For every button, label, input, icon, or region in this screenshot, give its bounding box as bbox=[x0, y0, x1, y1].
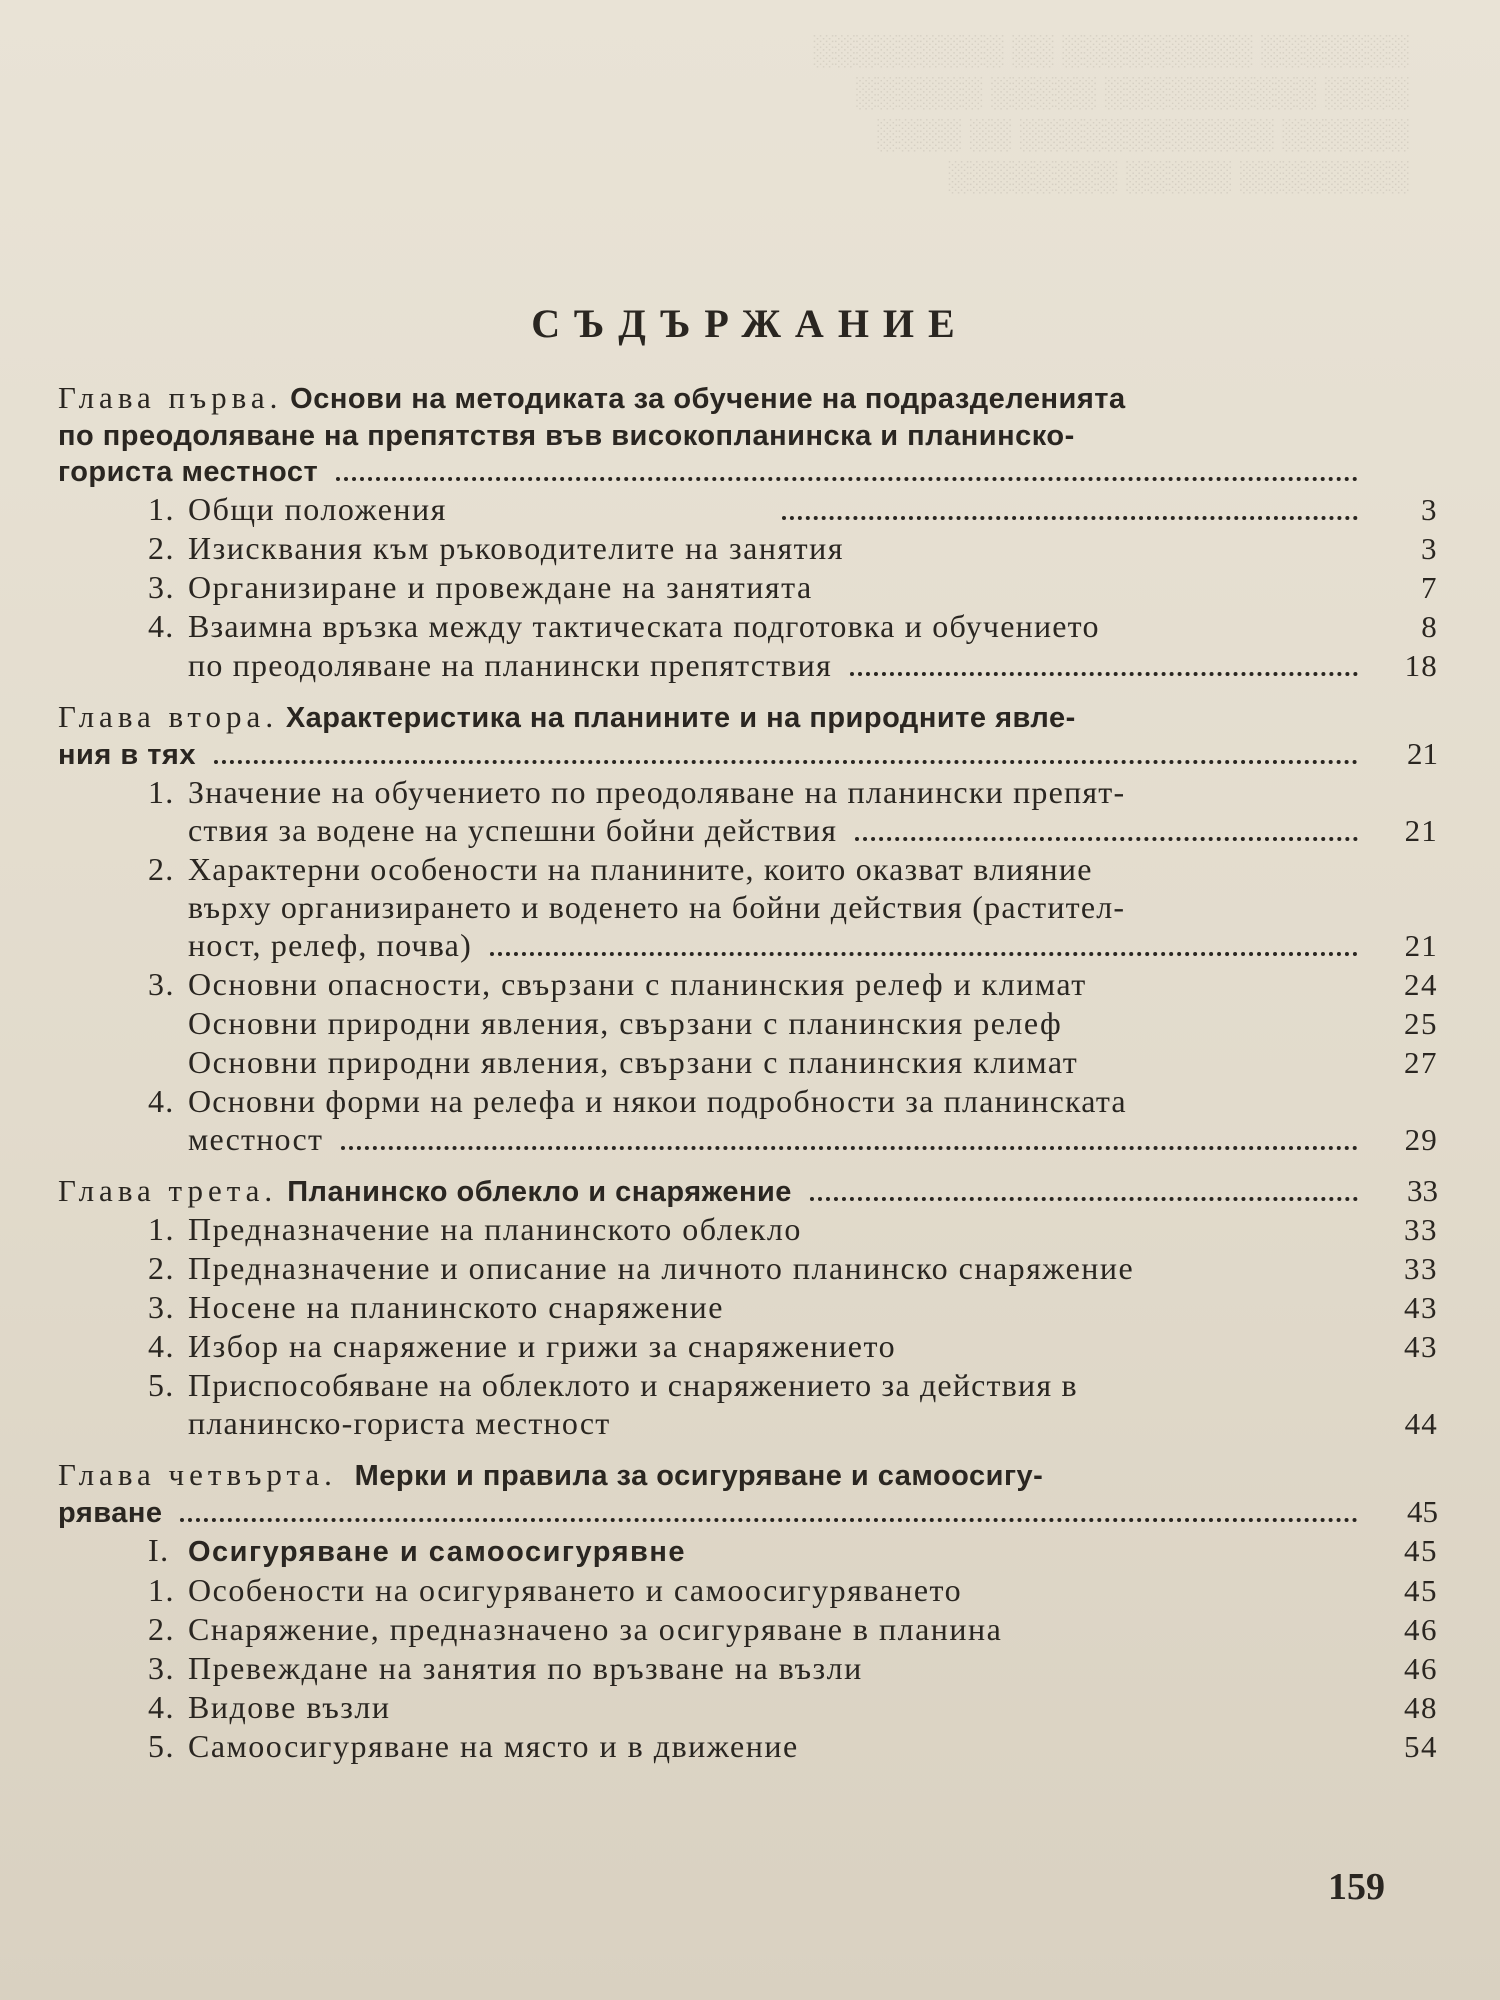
section-number: I. bbox=[148, 1532, 170, 1568]
page-ref: 25 bbox=[1404, 1006, 1438, 1041]
page-ref: 8 bbox=[1421, 609, 1438, 644]
page-ref: 54 bbox=[1404, 1729, 1438, 1764]
chapter-heading-line bbox=[58, 454, 1438, 490]
entry-text: Приспособяване на облеклото и снаряжението за действия в bbox=[188, 1367, 1078, 1403]
chapter-4 bbox=[58, 1457, 1438, 1766]
leader-dots bbox=[214, 759, 1358, 764]
leader-dots bbox=[490, 951, 1358, 956]
entry-number: 4. bbox=[148, 1328, 175, 1364]
entry-text-continued: местност bbox=[188, 1121, 324, 1157]
toc-entry bbox=[148, 529, 1438, 568]
chapter-heading-line bbox=[58, 699, 1438, 736]
toc-entry bbox=[148, 1082, 1438, 1159]
entry-number: 2. bbox=[148, 530, 175, 566]
entry-text: Изисквания към ръководителите на занятия bbox=[188, 530, 844, 566]
entry-number: 5. bbox=[148, 1367, 175, 1403]
entry-number: 1. bbox=[148, 1572, 175, 1608]
toc-section bbox=[148, 1531, 1438, 1571]
toc-entry bbox=[148, 1649, 1438, 1688]
entry-number: 3. bbox=[148, 966, 175, 1002]
section-title: Осигуряване и самоосигурявне bbox=[188, 1536, 686, 1568]
toc-entry bbox=[148, 607, 1438, 685]
page-ref: 3 bbox=[1421, 531, 1438, 566]
entry-number: 3. bbox=[148, 569, 175, 605]
toc-entry bbox=[148, 965, 1438, 1004]
chapter-2 bbox=[58, 699, 1438, 1159]
page-ref: 33 bbox=[1407, 1173, 1438, 1208]
chapter-title: ряване bbox=[58, 1497, 163, 1529]
toc-entry bbox=[148, 568, 1438, 607]
page-ref: 43 bbox=[1404, 1329, 1438, 1364]
chapter-heading-line bbox=[58, 1494, 1438, 1531]
toc-entry bbox=[148, 1610, 1438, 1649]
bleed-through-text: ░░░░░░░ ░░░░░░░░░ ░░ ░░░░░░░░░ ░░░░ ░░░░░░░░░░ ░░░░░ ░░░░░░ ░░░░░░ ░░░░░░░░░░░░ ░░ ░░░░ ░░░░░░░░ ░░░░░ ░░░░░░░░ bbox=[813, 34, 1410, 193]
entry-text: Предназначение и описание на личното планинско снаряжение bbox=[188, 1250, 1135, 1286]
entry-number: 1. bbox=[148, 491, 175, 527]
entry-number: 5. bbox=[148, 1728, 175, 1764]
page-number: 159 bbox=[1328, 1866, 1385, 1908]
entry-text: Общи положения bbox=[188, 491, 447, 527]
page-ref: 43 bbox=[1404, 1290, 1438, 1325]
toc-entry bbox=[148, 1727, 1438, 1766]
entry-text: Основни природни явления, свързани с планинския климат bbox=[188, 1044, 1079, 1080]
page-title: СЪДЪРЖАНИЕ bbox=[531, 301, 969, 346]
chapter-title: Характеристика на планините и на природните явле- bbox=[285, 702, 1076, 734]
page-ref: 21 bbox=[1407, 736, 1438, 771]
entry-number: 3. bbox=[148, 1289, 175, 1325]
leader-dots bbox=[180, 1517, 1358, 1522]
table-of-contents bbox=[58, 380, 1438, 1780]
page-ref: 46 bbox=[1404, 1612, 1438, 1647]
leader-dots bbox=[336, 476, 1358, 481]
entry-text: Взаимна връзка между тактическата подготовка и обучението bbox=[188, 608, 1100, 644]
entry-text: Организиране и провеждане на занятията bbox=[188, 569, 813, 605]
entry-text: Предназначение на планинското облекло bbox=[188, 1211, 802, 1247]
entry-number: 2. bbox=[148, 851, 175, 887]
page-ref: 21 bbox=[1404, 813, 1438, 848]
toc-entry bbox=[148, 490, 1438, 529]
entry-text-continued: планинско-гориста местност bbox=[188, 1405, 611, 1441]
leader-dots bbox=[782, 515, 1358, 520]
chapter-title: Основи на методиката за обучение на подразделенията bbox=[290, 383, 1126, 415]
chapter-heading-line bbox=[58, 1173, 1438, 1210]
toc-subentry bbox=[188, 1043, 1438, 1082]
toc-entry bbox=[148, 1688, 1438, 1727]
entry-text-continued: ствия за водене на успешни бойни действия bbox=[188, 812, 838, 848]
toc-entry bbox=[148, 1327, 1438, 1366]
page-ref: 45 bbox=[1407, 1494, 1438, 1529]
page-ref: 33 bbox=[1404, 1212, 1438, 1247]
chapter-title: гориста местност bbox=[58, 456, 319, 488]
chapter-3 bbox=[58, 1173, 1438, 1443]
page-ref: 21 bbox=[1404, 928, 1438, 963]
page-ref: 46 bbox=[1404, 1651, 1438, 1686]
entry-text-continued: върху организирането и воденето на бойни действия (растител- bbox=[188, 889, 1126, 925]
entry-text: Особености на осигуряването и самоосигуряването bbox=[188, 1572, 963, 1608]
entry-number: 4. bbox=[148, 1083, 175, 1119]
entry-number: 2. bbox=[148, 1611, 175, 1647]
chapter-label: Глава втора. bbox=[58, 699, 279, 734]
entry-text: Превеждане на занятия по връзване на възли bbox=[188, 1650, 863, 1686]
page-ref: 27 bbox=[1404, 1045, 1438, 1080]
page-ref: 45 bbox=[1404, 1573, 1438, 1608]
entry-number: 4. bbox=[148, 1689, 175, 1725]
entry-text: Основни опасности, свързани с планинския релеф и климат bbox=[188, 966, 1087, 1002]
entry-text: Самоосигуряване на място и в движение bbox=[188, 1728, 799, 1764]
entry-text: Основни природни явления, свързани с планинския релеф bbox=[188, 1005, 1063, 1041]
entry-text: Носене на планинското снаряжение bbox=[188, 1289, 724, 1325]
entry-text-continued: по преодоляване на планински препятствия bbox=[188, 647, 832, 683]
entry-text: Значение на обучението по преодоляване на планински препят- bbox=[188, 774, 1126, 810]
page-ref: 48 bbox=[1404, 1690, 1438, 1725]
chapter-title: Мерки и правила за осигуряване и самоосигу- bbox=[354, 1460, 1044, 1492]
chapter-title: Планинско облекло и снаряжение bbox=[287, 1176, 792, 1208]
page-ref: 3 bbox=[1421, 492, 1438, 527]
page-ref: 45 bbox=[1404, 1533, 1438, 1568]
chapter-heading-line bbox=[58, 1457, 1438, 1494]
toc-entry bbox=[148, 850, 1438, 965]
chapter-heading-line bbox=[58, 417, 1438, 454]
leader-dots bbox=[810, 1196, 1358, 1201]
toc-entry bbox=[148, 1571, 1438, 1610]
page-ref: 24 bbox=[1404, 967, 1438, 1002]
entry-text: Снаряжение, предназначено за осигуряване в планина bbox=[188, 1611, 1003, 1647]
entry-number: 2. bbox=[148, 1250, 175, 1286]
entry-number: 1. bbox=[148, 1211, 175, 1247]
chapter-1 bbox=[58, 380, 1438, 685]
entry-text: Видове възли bbox=[188, 1689, 391, 1725]
chapter-label: Глава трета. bbox=[58, 1173, 278, 1208]
chapter-heading-line bbox=[58, 736, 1438, 773]
leader-dots bbox=[850, 671, 1358, 676]
page-ref: 7 bbox=[1421, 570, 1438, 605]
toc-entry bbox=[148, 1288, 1438, 1327]
leader-dots bbox=[855, 836, 1358, 841]
toc-entry bbox=[148, 1210, 1438, 1249]
toc-entry bbox=[148, 1366, 1438, 1443]
toc-subentry bbox=[188, 1004, 1438, 1043]
page-ref: 44 bbox=[1404, 1406, 1438, 1441]
toc-entry bbox=[148, 1249, 1438, 1288]
entry-number: 1. bbox=[148, 774, 175, 810]
chapter-label: Глава първа. bbox=[58, 380, 283, 415]
chapter-title: по преодоляване на препятствя във високопланинска и планинско- bbox=[58, 420, 1075, 452]
chapter-title: ния в тях bbox=[58, 739, 196, 771]
entry-number: 3. bbox=[148, 1650, 175, 1686]
entry-number: 4. bbox=[148, 608, 175, 644]
page-ref: 33 bbox=[1404, 1251, 1438, 1286]
toc-entry bbox=[148, 773, 1438, 850]
entry-text-continued: ност, релеф, почва) bbox=[188, 927, 472, 963]
entry-text: Основни форми на релефа и някои подробности за планинската bbox=[188, 1083, 1127, 1119]
entry-text: Характерни особености на планините, които оказват влияние bbox=[188, 851, 1093, 887]
chapter-heading-line bbox=[58, 380, 1438, 417]
entry-text: Избор на снаряжение и грижи за снаряжението bbox=[188, 1328, 897, 1364]
page-ref: 29 bbox=[1404, 1122, 1438, 1157]
leader-dots bbox=[341, 1145, 1358, 1150]
page-ref: 18 bbox=[1404, 648, 1438, 683]
chapter-label: Глава четвърта. bbox=[58, 1457, 337, 1492]
